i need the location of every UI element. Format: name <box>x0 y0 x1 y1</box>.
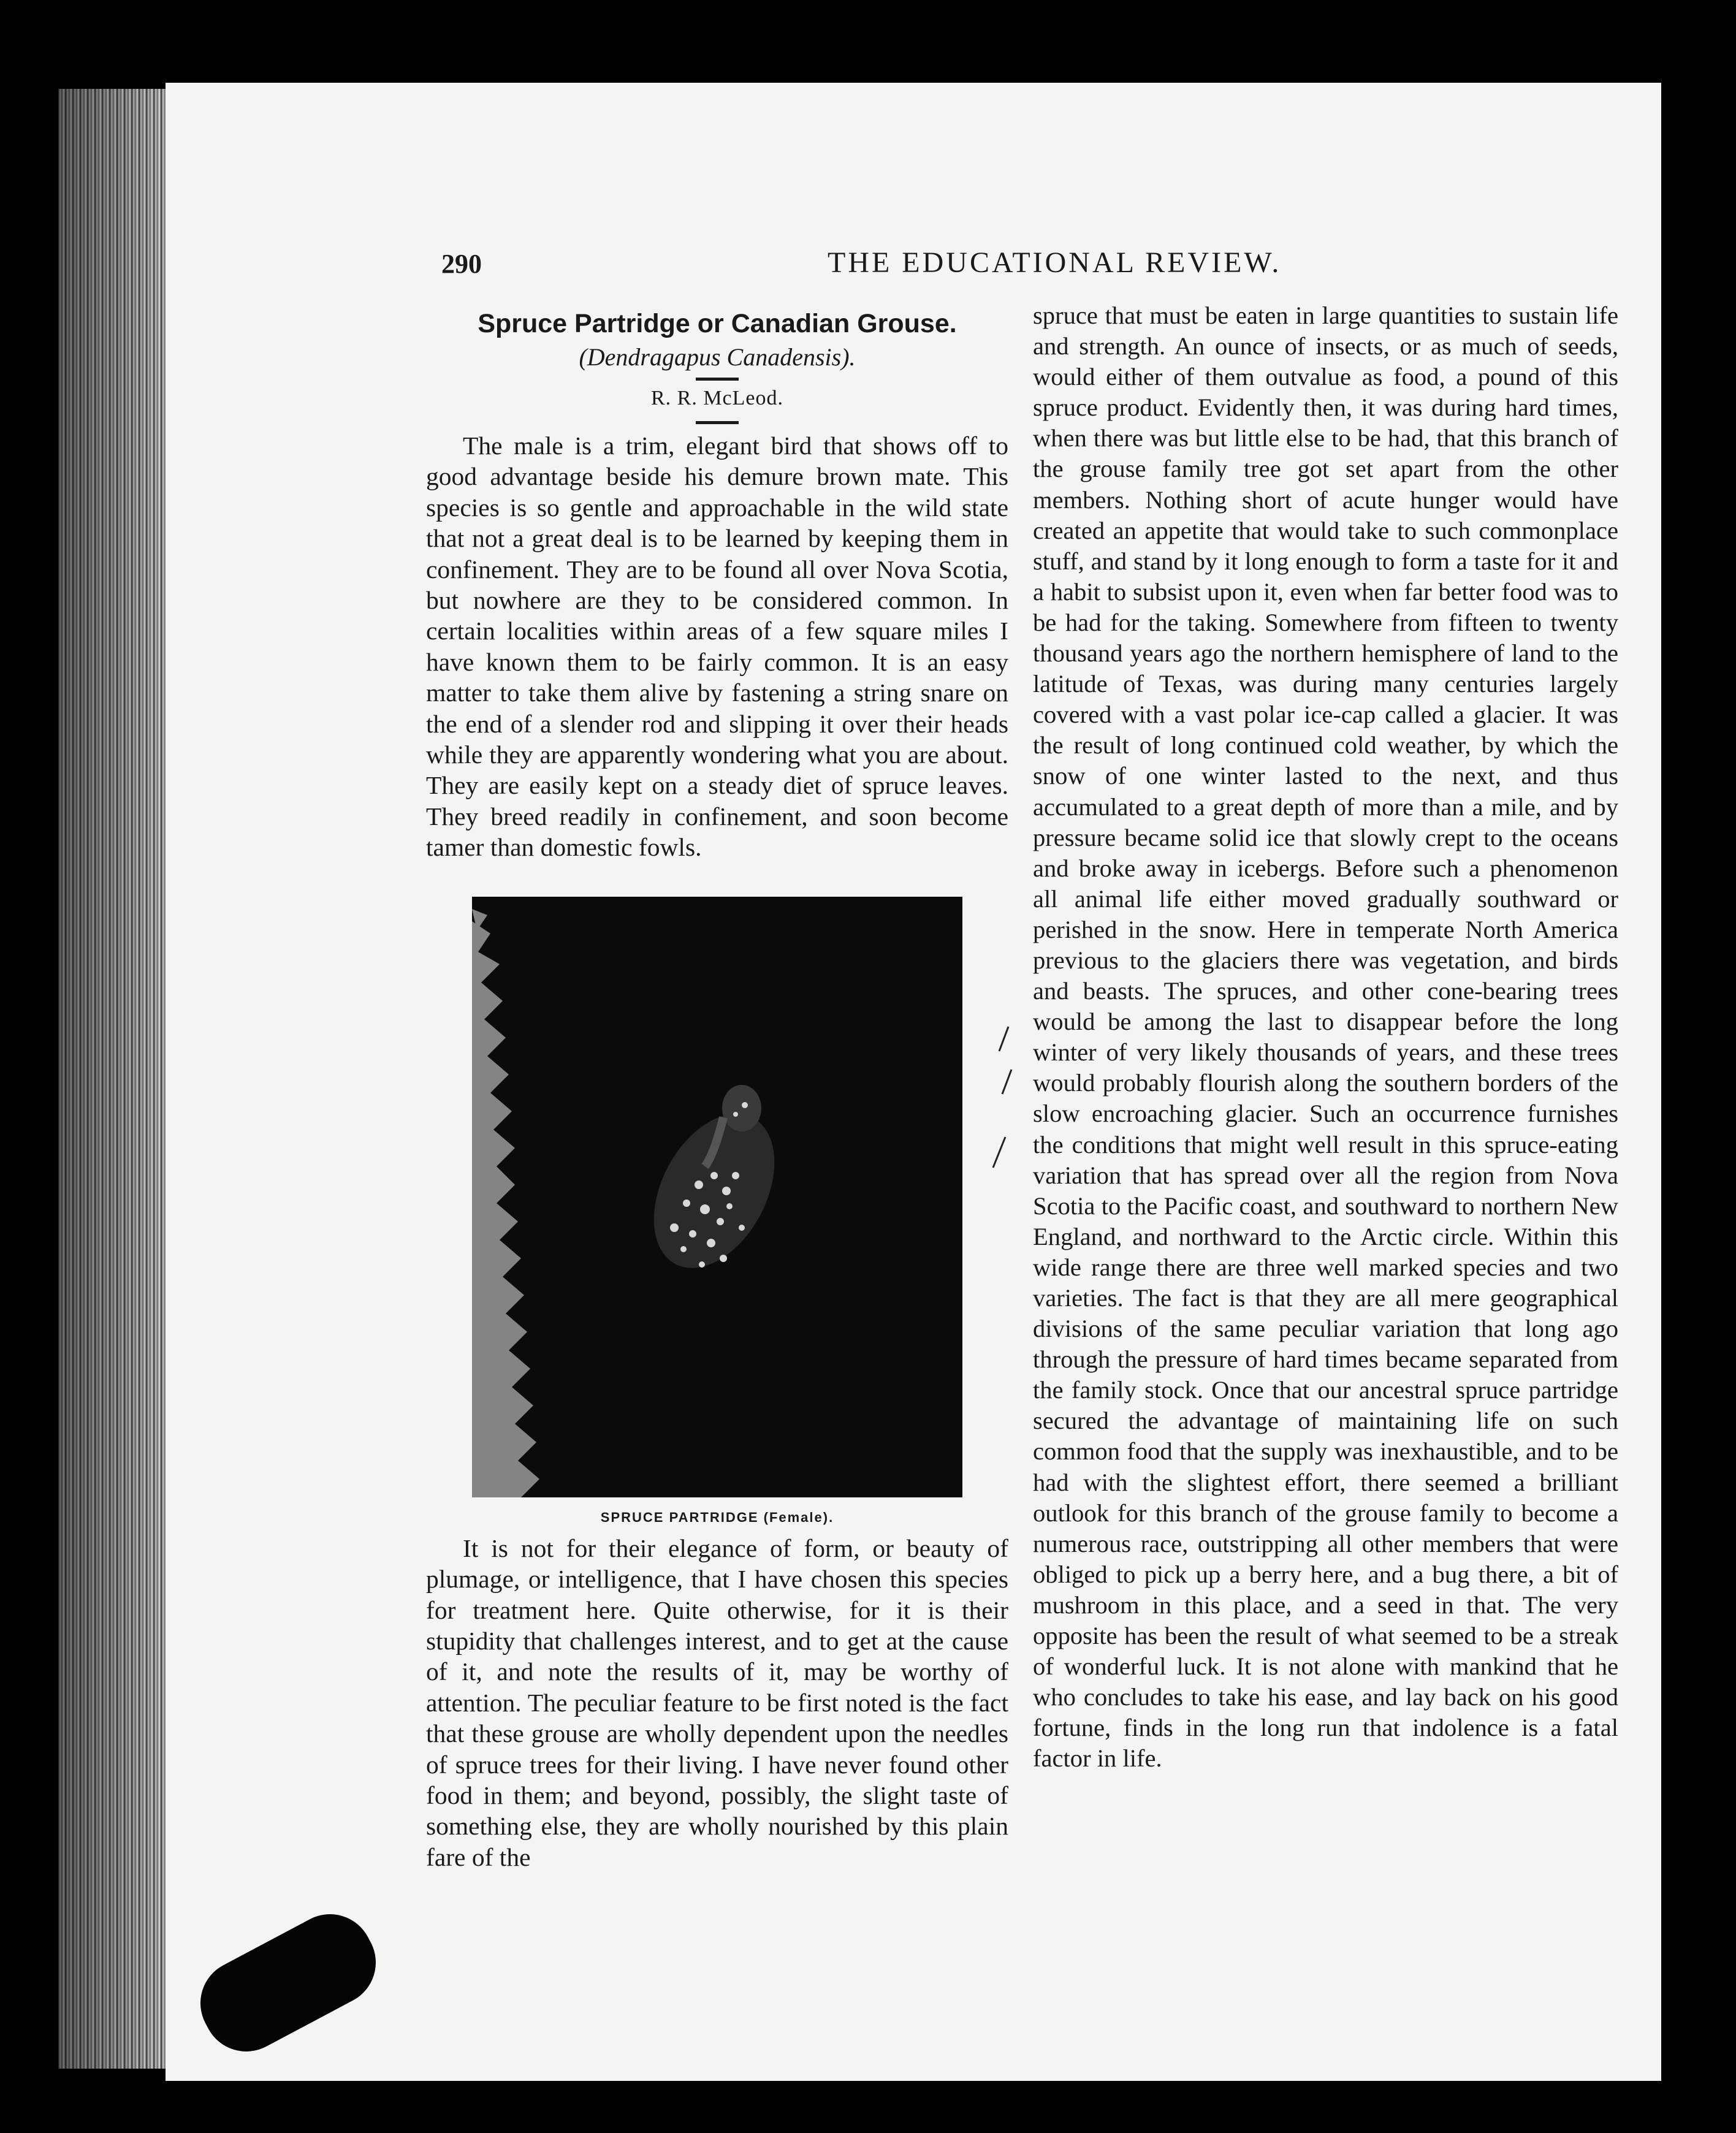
author-divider <box>696 421 739 424</box>
bird-silhouette <box>630 1085 799 1288</box>
paragraph-1: The male is a trim, elegant bird that shows off to good advantage beside his demure brown mate. This species is so gentle and approachable in the wild state that not a great deal is to be learned by keeping them in confinement. They are to be found all over Nova Scotia, but nowhere are they to be considered common. In certain localities within areas of a few square miles I have known them to be fairly common. It is an easy matter to take them alive by fastening a string snare on the end of a slender rod and slipping it over their heads while they are apparently wondering what you are about. They are easily kept on a steady diet of spruce leaves. They breed readily in confinement, and soon become tamer than domestic fowls. <box>426 432 1008 862</box>
left-column <box>426 300 1008 1873</box>
article-subtitle: (Dendragapus Canadensis). <box>579 343 856 371</box>
paragraph-2: It is not for their elegance of form, or beauty of plumage, or intelligence, that I have chosen this species for treatment here. Quite otherwise, for it is their stupidity that challenges interest, and to get at the cause of it, and note the results of it, may be worthy of attention. The peculiar feature to be first noted is the fact that these grouse are wholly dependent upon the needles of spruce trees for their living. I have never found other food in them; and beyond, possibly, the slight taste of something else, they are wholly nourished by this plain fare of the <box>426 1534 1008 1871</box>
article-title: Spruce Partridge or Canadian Grouse. <box>478 309 957 338</box>
figure-caption: SPRUCE PARTRIDGE (Female). <box>600 1509 834 1525</box>
spruce-foliage <box>472 909 539 1497</box>
page-number: 290 <box>441 249 482 279</box>
title-divider <box>696 378 739 381</box>
paragraph-3: spruce that must be eaten in large quantities to sustain life and strength. An ounce of insects, or as much of seeds, would either of them outvalue as food, a pound of this spruce product. Evidently then, it was during hard times, when there was but little else to be had, that this branch of the grouse family tree got set apart from the other members. Nothing short of acute hunger would have created an appetite that would take to such commonplace stuff, and stand by it long enough to form a taste for it and a habit to subsist upon it, even when far better food was to be had for the taking. Somewhere from fifteen to twenty thousand years ago the northern hemisphere of land to the latitude of Texas, was during many centuries largely covered with a vast polar ice-cap called a glacier. It was the result of long continued cold weather, by which the snow of one winter lasted to the next, and thus accumulated to a great depth of more than a mile, and by pressure became solid ice that slowly crept to the oceans and broke away in icebergs. Before such a phenomenon all animal life either moved gradually southward or perished in the snow. Here in temperate North America previous to the glaciers there was vegetation, and birds and beasts. The spruces, and other cone-bearing trees would be among the last to disappear before the long winter of very likely thousands of years, and these trees would probably flourish along the southern borders of the slow encroaching glacier. Such an occurrence furnishes the conditions that might well result in this spruce-eating variation that has spread over all the region from Nova Scotia to the Pacific coast, and southward to northern New England, and northward to the Arctic circle. Within this wide range there are three well marked species and two varieties. The fact is that they are all mere geographical divisions of the same peculiar variation that long ago through the pressure of hard times became separated from the family stock. Once that our ancestral spruce partridge secured the advantage of maintaining life on such common food that the supply was inexhaustible, and to be had with the slightest effort, there seemed a brilliant outlook for this branch of the grouse family to become a numerous race, outstripping all other members that were obliged to pick up a berry here, and a bug there, a bit of mushroom in this place, and a seed in that. The very opposite has been the result of what seemed to be a streak of wonderful luck. It is not alone with mankind that he who concludes to take his ease, and lay back on his good fortune, finds in the long run that indolence is a fatal factor in life. <box>1033 302 1618 1773</box>
margin-pencil-marks <box>987 1014 1036 1186</box>
running-title: THE EDUCATIONAL REVIEW. <box>828 246 1282 279</box>
book-page-edges <box>58 89 166 2069</box>
page-header <box>441 248 1545 291</box>
article-author: R. R. McLeod. <box>650 387 784 409</box>
bird-photograph <box>472 897 962 1497</box>
right-column <box>1033 300 1618 1774</box>
spruce-partridge-image <box>472 897 962 1497</box>
